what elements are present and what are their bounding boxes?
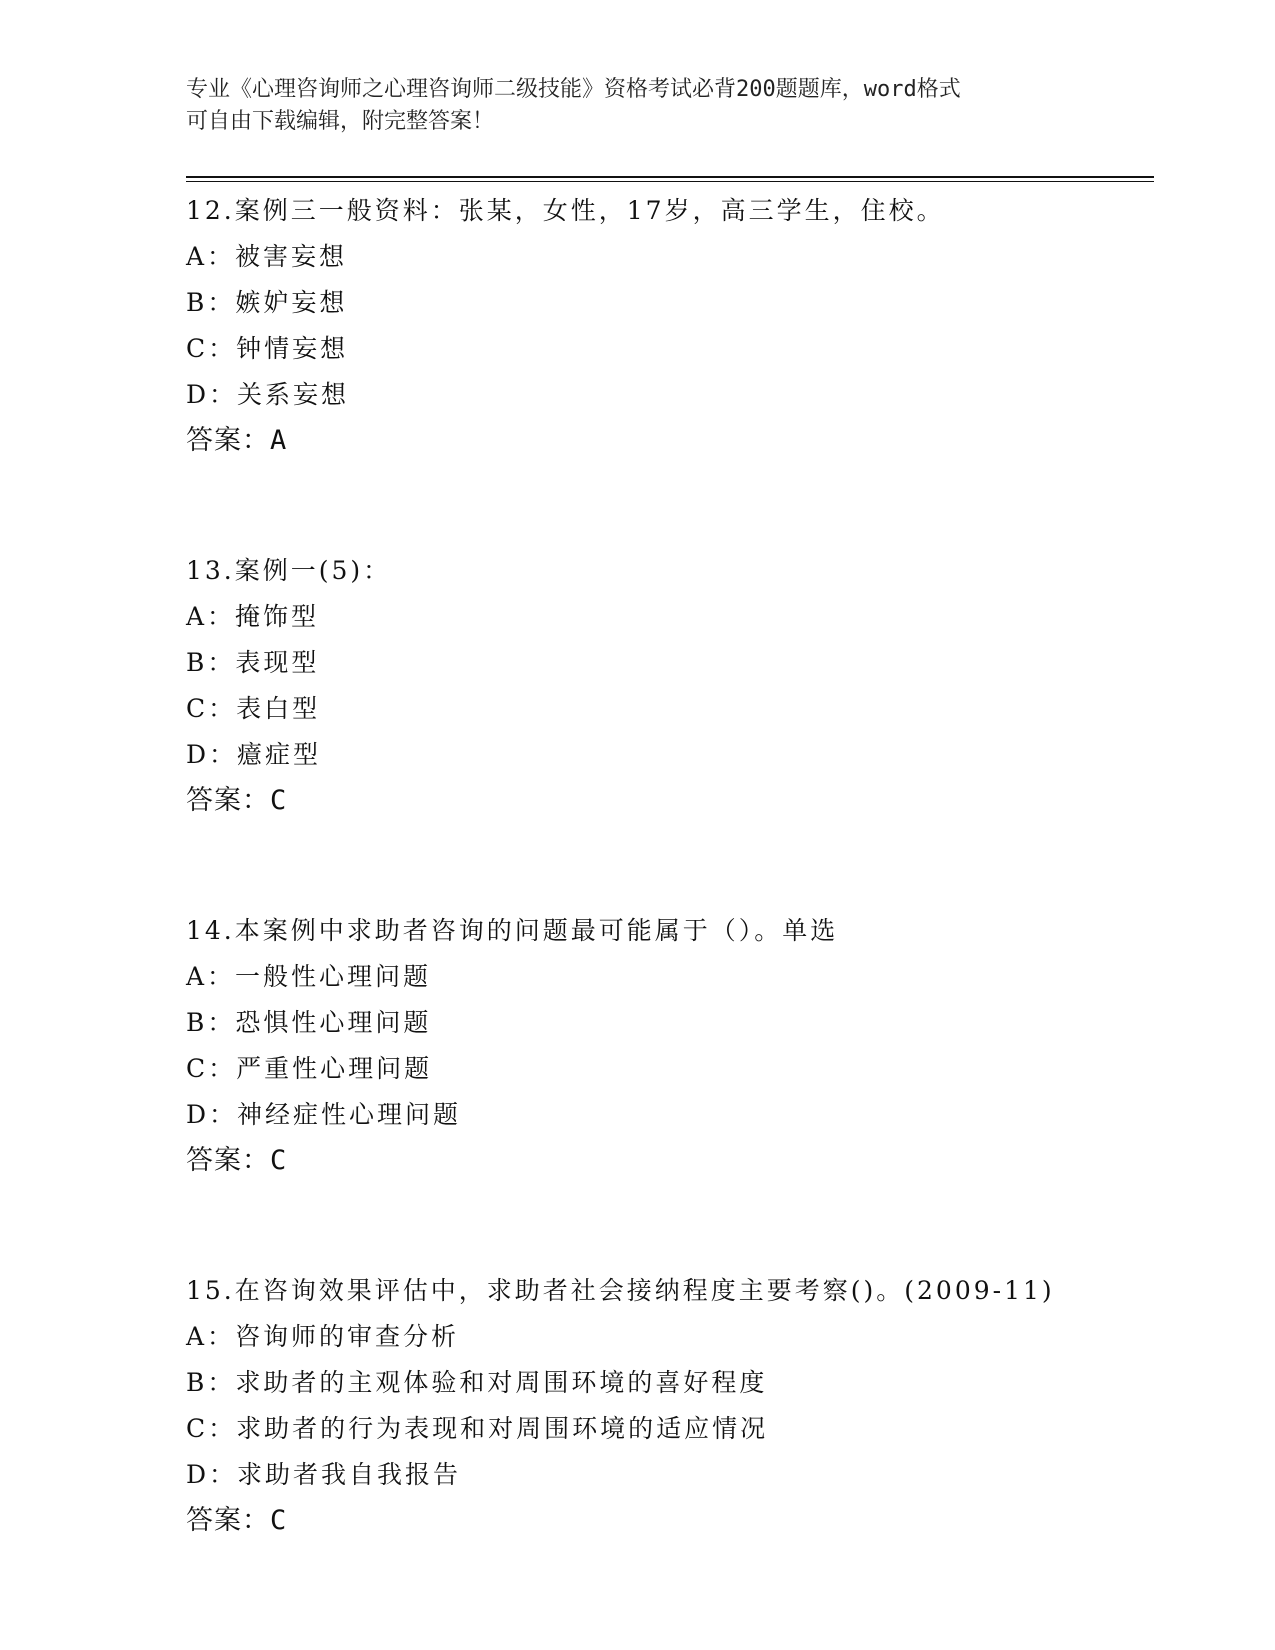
question-stem: 12.案例三一般资料：张某，女性，17岁，高三学生，住校。 bbox=[186, 196, 945, 225]
option-d: D：关系妄想 bbox=[186, 380, 350, 409]
header-line-2: 可自由下载编辑，附完整答案！ bbox=[186, 109, 495, 134]
question-stem: 14.本案例中求助者咨询的问题最可能属于（）。单选 bbox=[186, 916, 839, 945]
option-c: C：表白型 bbox=[186, 694, 321, 723]
answer: 答案：A bbox=[186, 425, 288, 456]
header-divider-thick bbox=[186, 176, 1154, 178]
option-b: B：求助者的主观体验和对周围环境的喜好程度 bbox=[186, 1368, 768, 1397]
option-a: A：一般性心理问题 bbox=[186, 962, 432, 991]
header-line-1: 专业《心理咨询师之心理咨询师二级技能》资格考试必背200题题库，word格式 bbox=[186, 77, 961, 102]
header-divider-thin bbox=[186, 181, 1154, 182]
option-b: B：嫉妒妄想 bbox=[186, 288, 348, 317]
option-d: D：神经症性心理问题 bbox=[186, 1100, 462, 1129]
option-d: D：癔症型 bbox=[186, 740, 322, 769]
option-c: C：严重性心理问题 bbox=[186, 1054, 433, 1083]
question-spacer bbox=[186, 824, 1186, 908]
option-b: B：表现型 bbox=[186, 648, 320, 677]
option-a: A：被害妄想 bbox=[186, 242, 348, 271]
question-stem: 13.案例一(5)： bbox=[186, 556, 392, 585]
document-header bbox=[186, 74, 1066, 138]
question-15 bbox=[186, 1268, 1186, 1544]
option-b: B：恐惧性心理问题 bbox=[186, 1008, 432, 1037]
question-13 bbox=[186, 548, 1186, 824]
option-a: A：掩饰型 bbox=[186, 602, 320, 631]
option-a: A：咨询师的审查分析 bbox=[186, 1322, 460, 1351]
answer: 答案：C bbox=[186, 1505, 288, 1536]
answer: 答案：C bbox=[186, 1145, 288, 1176]
option-c: C：求助者的行为表现和对周围环境的适应情况 bbox=[186, 1414, 769, 1443]
question-list bbox=[186, 188, 1186, 1544]
question-12 bbox=[186, 188, 1186, 464]
answer: 答案：C bbox=[186, 785, 288, 816]
question-spacer bbox=[186, 464, 1186, 548]
question-14 bbox=[186, 908, 1186, 1184]
option-c: C：钟情妄想 bbox=[186, 334, 349, 363]
option-d: D：求助者我自我报告 bbox=[186, 1460, 462, 1489]
question-spacer bbox=[186, 1184, 1186, 1268]
question-stem: 15.在咨询效果评估中，求助者社会接纳程度主要考察()。(2009-11) bbox=[186, 1276, 1055, 1305]
